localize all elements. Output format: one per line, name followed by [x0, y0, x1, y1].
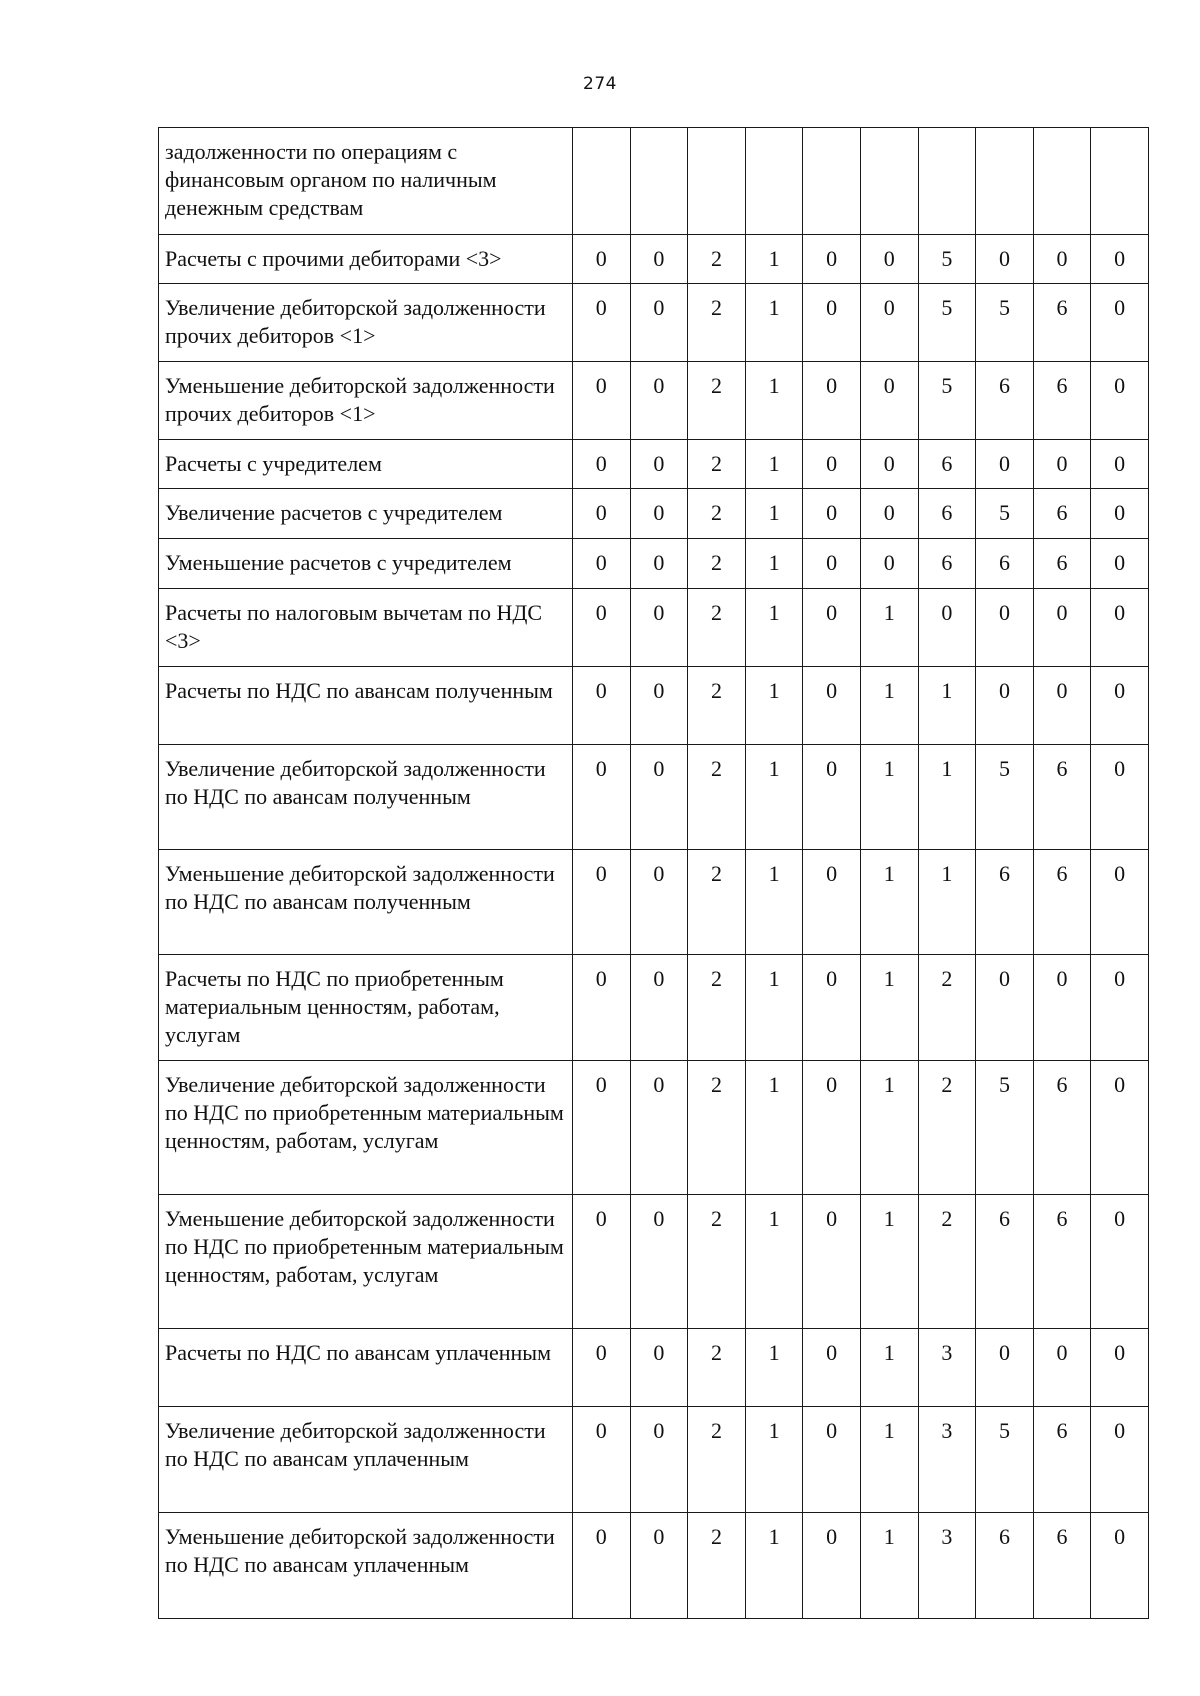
code-digit-cell: 2 [688, 1329, 746, 1407]
code-digit-cell: 0 [573, 1061, 631, 1195]
row-name-cell: Расчеты по НДС по приобретенным материальным ценностям, работам, услугам [159, 955, 573, 1061]
code-digit-cell: 0 [573, 1407, 631, 1513]
code-digit-cell: 0 [803, 1513, 861, 1619]
code-digit-cell: 0 [1033, 955, 1091, 1061]
code-digit-cell: 0 [573, 235, 631, 284]
code-digit-cell: 0 [803, 489, 861, 539]
code-digit-cell: 0 [630, 1061, 688, 1195]
code-digit-cell: 0 [573, 489, 631, 539]
row-name-cell: Уменьшение дебиторской задолженности по НДС по авансам полученным [159, 850, 573, 955]
code-digit-cell: 6 [1033, 850, 1091, 955]
code-digit-cell: 2 [688, 440, 746, 489]
code-digit-cell: 5 [976, 284, 1034, 362]
code-digit-cell: 2 [688, 362, 746, 440]
code-digit-cell: 1 [918, 850, 976, 955]
code-digit-cell: 1 [745, 489, 803, 539]
code-digit-cell: 1 [745, 362, 803, 440]
code-digit-cell: 1 [745, 1329, 803, 1407]
code-digit-cell: 0 [630, 440, 688, 489]
code-digit-cell: 6 [976, 362, 1034, 440]
code-digit-cell: 0 [1033, 667, 1091, 745]
code-digit-cell: 1 [745, 284, 803, 362]
row-name-cell: Расчеты с прочими дебиторами <3> [159, 235, 573, 284]
code-digit-cell: 0 [976, 589, 1034, 667]
code-digit-cell: 1 [745, 235, 803, 284]
code-digit-cell: 2 [688, 850, 746, 955]
table-row [159, 235, 1149, 284]
code-digit-cell: 0 [630, 1329, 688, 1407]
code-digit-cell: 0 [573, 745, 631, 850]
code-digit-cell: 0 [573, 1513, 631, 1619]
table-row [159, 362, 1149, 440]
code-digit-cell: 1 [745, 539, 803, 589]
code-digit-cell: 6 [976, 1195, 1034, 1329]
code-digit-cell: 0 [860, 489, 918, 539]
code-digit-cell: 6 [1033, 1061, 1091, 1195]
table-row [159, 1513, 1149, 1619]
code-digit-cell: 6 [1033, 745, 1091, 850]
code-digit-cell: 6 [976, 539, 1034, 589]
code-digit-cell: 2 [918, 955, 976, 1061]
code-digit-cell: 1 [860, 589, 918, 667]
code-digit-cell: 0 [803, 284, 861, 362]
table-body [159, 128, 1149, 1619]
code-digit-cell: 3 [918, 1513, 976, 1619]
code-digit-cell: 0 [976, 667, 1034, 745]
code-digit-cell: 0 [860, 235, 918, 284]
code-digit-cell: 0 [630, 284, 688, 362]
code-digit-cell: 0 [630, 955, 688, 1061]
code-digit-cell: 5 [976, 1407, 1034, 1513]
code-digit-cell: 2 [688, 667, 746, 745]
table-row [159, 745, 1149, 850]
code-digit-cell: 5 [976, 1061, 1034, 1195]
code-digit-cell: 2 [688, 489, 746, 539]
code-digit-cell: 6 [918, 489, 976, 539]
code-digit-cell: 6 [1033, 489, 1091, 539]
code-digit-cell: 2 [688, 1061, 746, 1195]
table-row [159, 1407, 1149, 1513]
table-row [159, 1195, 1149, 1329]
code-digit-cell: 0 [1091, 1061, 1149, 1195]
row-name-cell: Расчеты по НДС по авансам полученным [159, 667, 573, 745]
code-digit-cell: 0 [803, 1061, 861, 1195]
code-digit-cell: 6 [1033, 284, 1091, 362]
code-digit-cell [745, 128, 803, 235]
code-digit-cell: 0 [630, 1195, 688, 1329]
code-digit-cell [573, 128, 631, 235]
code-digit-cell: 1 [745, 1513, 803, 1619]
code-digit-cell: 0 [1091, 362, 1149, 440]
code-digit-cell [918, 128, 976, 235]
row-name-cell: Увеличение дебиторской задолженности по НДС по приобретенным материальным ценностям, работам, услугам [159, 1061, 573, 1195]
table-row [159, 539, 1149, 589]
code-digit-cell: 1 [860, 1195, 918, 1329]
code-digit-cell: 0 [573, 667, 631, 745]
code-digit-cell: 0 [1091, 1407, 1149, 1513]
code-digit-cell: 1 [745, 1061, 803, 1195]
code-digit-cell: 5 [918, 235, 976, 284]
code-digit-cell: 0 [803, 745, 861, 850]
code-digit-cell: 2 [688, 745, 746, 850]
row-name-cell: Уменьшение дебиторской задолженности прочих дебиторов <1> [159, 362, 573, 440]
code-digit-cell [803, 128, 861, 235]
code-digit-cell: 0 [573, 850, 631, 955]
code-digit-cell: 0 [1091, 1513, 1149, 1619]
code-digit-cell: 0 [1091, 1195, 1149, 1329]
code-digit-cell: 6 [918, 440, 976, 489]
code-digit-cell: 2 [688, 1513, 746, 1619]
code-digit-cell: 0 [803, 1195, 861, 1329]
code-digit-cell: 6 [1033, 539, 1091, 589]
table-row [159, 589, 1149, 667]
code-digit-cell: 0 [803, 440, 861, 489]
code-digit-cell: 0 [976, 1329, 1034, 1407]
code-digit-cell: 6 [976, 1513, 1034, 1619]
code-digit-cell: 0 [630, 667, 688, 745]
code-digit-cell: 6 [1033, 1513, 1091, 1619]
table-row [159, 284, 1149, 362]
row-name-cell: Увеличение дебиторской задолженности по НДС по авансам уплаченным [159, 1407, 573, 1513]
code-digit-cell: 0 [803, 539, 861, 589]
row-name-cell: задолженности по операциям с финансовым органом по наличным денежным средствам [159, 128, 573, 235]
code-digit-cell: 2 [688, 235, 746, 284]
table-row [159, 489, 1149, 539]
code-digit-cell: 0 [1033, 589, 1091, 667]
code-digit-cell: 0 [1091, 235, 1149, 284]
table-row [159, 850, 1149, 955]
code-digit-cell: 0 [630, 539, 688, 589]
code-digit-cell: 2 [688, 284, 746, 362]
code-digit-cell: 1 [745, 955, 803, 1061]
account-codes-table [158, 127, 1149, 1619]
code-digit-cell [688, 128, 746, 235]
row-name-cell: Увеличение дебиторской задолженности по НДС по авансам полученным [159, 745, 573, 850]
code-digit-cell: 0 [573, 539, 631, 589]
code-digit-cell: 0 [803, 235, 861, 284]
code-digit-cell: 0 [630, 235, 688, 284]
code-digit-cell: 0 [1033, 1329, 1091, 1407]
code-digit-cell: 0 [573, 589, 631, 667]
code-digit-cell: 5 [976, 745, 1034, 850]
row-name-cell: Уменьшение расчетов с учредителем [159, 539, 573, 589]
code-digit-cell: 0 [803, 955, 861, 1061]
code-digit-cell: 1 [860, 1061, 918, 1195]
code-digit-cell: 2 [918, 1061, 976, 1195]
code-digit-cell: 1 [918, 667, 976, 745]
code-digit-cell: 0 [860, 284, 918, 362]
code-digit-cell: 0 [803, 589, 861, 667]
code-digit-cell: 2 [688, 539, 746, 589]
code-digit-cell: 0 [1091, 850, 1149, 955]
code-digit-cell: 0 [630, 850, 688, 955]
code-digit-cell: 0 [918, 589, 976, 667]
code-digit-cell: 0 [573, 955, 631, 1061]
code-digit-cell: 0 [803, 1329, 861, 1407]
row-name-cell: Увеличение дебиторской задолженности прочих дебиторов <1> [159, 284, 573, 362]
code-digit-cell: 0 [803, 1407, 861, 1513]
code-digit-cell [1091, 128, 1149, 235]
code-digit-cell: 0 [1091, 589, 1149, 667]
code-digit-cell: 0 [630, 589, 688, 667]
code-digit-cell: 1 [860, 1407, 918, 1513]
code-digit-cell: 0 [803, 667, 861, 745]
code-digit-cell: 2 [688, 589, 746, 667]
code-digit-cell: 3 [918, 1329, 976, 1407]
code-digit-cell [630, 128, 688, 235]
code-digit-cell: 1 [745, 850, 803, 955]
code-digit-cell: 6 [1033, 1195, 1091, 1329]
code-digit-cell: 6 [1033, 1407, 1091, 1513]
code-digit-cell: 1 [745, 1195, 803, 1329]
code-digit-cell: 1 [860, 745, 918, 850]
row-name-cell: Расчеты с учредителем [159, 440, 573, 489]
code-digit-cell: 1 [745, 440, 803, 489]
page-number: 274 [583, 74, 617, 94]
code-digit-cell: 2 [688, 955, 746, 1061]
row-name-cell: Расчеты по налоговым вычетам по НДС <3> [159, 589, 573, 667]
code-digit-cell: 2 [688, 1195, 746, 1329]
code-digit-cell: 2 [918, 1195, 976, 1329]
table-row [159, 440, 1149, 489]
code-digit-cell: 0 [976, 440, 1034, 489]
code-digit-cell: 0 [1091, 284, 1149, 362]
code-digit-cell: 1 [745, 667, 803, 745]
code-digit-cell: 0 [630, 1513, 688, 1619]
code-digit-cell: 0 [573, 362, 631, 440]
code-digit-cell: 0 [630, 362, 688, 440]
code-digit-cell: 0 [630, 745, 688, 850]
code-digit-cell: 5 [918, 362, 976, 440]
table-row [159, 1061, 1149, 1195]
row-name-cell: Уменьшение дебиторской задолженности по НДС по авансам уплаченным [159, 1513, 573, 1619]
code-digit-cell [1033, 128, 1091, 235]
code-digit-cell: 2 [688, 1407, 746, 1513]
code-digit-cell: 1 [860, 1513, 918, 1619]
table-row [159, 1329, 1149, 1407]
code-digit-cell: 0 [860, 539, 918, 589]
code-digit-cell: 0 [1091, 667, 1149, 745]
code-digit-cell: 6 [976, 850, 1034, 955]
code-digit-cell: 0 [803, 850, 861, 955]
code-digit-cell: 1 [860, 1329, 918, 1407]
code-digit-cell: 0 [1091, 745, 1149, 850]
code-digit-cell [976, 128, 1034, 235]
row-name-cell: Расчеты по НДС по авансам уплаченным [159, 1329, 573, 1407]
row-name-cell: Увеличение расчетов с учредителем [159, 489, 573, 539]
code-digit-cell: 1 [745, 1407, 803, 1513]
code-digit-cell: 0 [976, 955, 1034, 1061]
code-digit-cell: 0 [860, 440, 918, 489]
code-digit-cell: 0 [1091, 440, 1149, 489]
code-digit-cell: 0 [630, 1407, 688, 1513]
code-digit-cell: 0 [573, 284, 631, 362]
code-digit-cell: 0 [860, 362, 918, 440]
row-name-cell: Уменьшение дебиторской задолженности по НДС по приобретенным материальным ценностям, работам, услугам [159, 1195, 573, 1329]
code-digit-cell: 0 [1091, 489, 1149, 539]
code-digit-cell: 0 [573, 440, 631, 489]
code-digit-cell: 0 [1091, 539, 1149, 589]
code-digit-cell: 0 [630, 489, 688, 539]
code-digit-cell: 1 [745, 745, 803, 850]
code-digit-cell: 3 [918, 1407, 976, 1513]
code-digit-cell [860, 128, 918, 235]
code-digit-cell: 1 [918, 745, 976, 850]
code-digit-cell: 0 [1091, 1329, 1149, 1407]
code-digit-cell: 1 [860, 955, 918, 1061]
code-digit-cell: 0 [573, 1329, 631, 1407]
code-digit-cell: 1 [860, 850, 918, 955]
table-row [159, 667, 1149, 745]
code-digit-cell: 0 [976, 235, 1034, 284]
code-digit-cell: 1 [860, 667, 918, 745]
code-digit-cell: 0 [1033, 235, 1091, 284]
code-digit-cell: 0 [1091, 955, 1149, 1061]
code-digit-cell: 6 [918, 539, 976, 589]
code-digit-cell: 1 [745, 589, 803, 667]
table-row [159, 955, 1149, 1061]
code-digit-cell: 6 [1033, 362, 1091, 440]
code-digit-cell: 5 [918, 284, 976, 362]
code-digit-cell: 0 [1033, 440, 1091, 489]
table-row [159, 128, 1149, 235]
code-digit-cell: 5 [976, 489, 1034, 539]
code-digit-cell: 0 [573, 1195, 631, 1329]
code-digit-cell: 0 [803, 362, 861, 440]
